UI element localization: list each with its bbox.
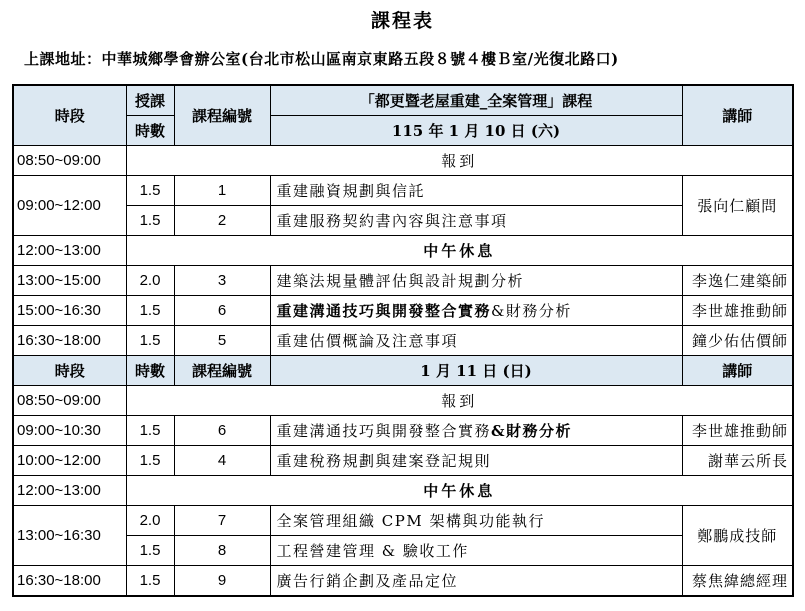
hours-cell: 1.5 xyxy=(126,536,174,566)
table-row xyxy=(13,266,793,296)
time-cell: 13:00~16:30 xyxy=(13,506,126,566)
header-row-day1 xyxy=(13,85,793,116)
header-hours-bottom: 時數 xyxy=(126,116,174,146)
table-row xyxy=(13,416,793,446)
checkin-cell: 報到 xyxy=(126,146,793,176)
code-cell: 3 xyxy=(174,266,270,296)
hours-cell: 1.5 xyxy=(126,326,174,356)
hours-cell: 1.5 xyxy=(126,176,174,206)
table-row xyxy=(13,476,793,506)
code-cell: 4 xyxy=(174,446,270,476)
header-row-day1-b xyxy=(13,116,793,146)
hours-cell: 1.5 xyxy=(126,296,174,326)
schedule-table xyxy=(12,84,794,597)
time-cell: 16:30~18:00 xyxy=(13,566,126,597)
course-cell: 重建稅務規劃與建案登記規則 xyxy=(270,446,682,476)
time-cell: 16:30~18:00 xyxy=(13,326,126,356)
code-cell: 8 xyxy=(174,536,270,566)
teacher-cell: 謝華云所長 xyxy=(682,446,793,476)
table-row xyxy=(13,386,793,416)
header-date-day1: 115 年 1 月 10 日 (六) xyxy=(270,116,682,146)
time-cell: 12:00~13:00 xyxy=(13,476,126,506)
header-program: 「都更暨老屋重建_全案管理」課程 xyxy=(270,85,682,116)
header-teacher: 講師 xyxy=(682,85,793,146)
course-cell: 重建融資規劃與信託 xyxy=(270,176,682,206)
table-row xyxy=(13,326,793,356)
hours-cell: 1.5 xyxy=(126,566,174,597)
time-cell: 08:50~09:00 xyxy=(13,146,126,176)
header-row-day2 xyxy=(13,356,793,386)
hours-cell: 1.5 xyxy=(126,416,174,446)
page-title: 課程表 xyxy=(370,10,434,32)
code-cell: 6 xyxy=(174,416,270,446)
checkin-cell: 報到 xyxy=(126,386,793,416)
teacher-cell: 蔡焦緯總經理 xyxy=(682,566,793,597)
course-cell xyxy=(270,296,682,326)
header-time: 時段 xyxy=(13,85,126,146)
table-row xyxy=(13,176,793,206)
header-code: 課程編號 xyxy=(174,356,270,386)
teacher-cell: 張向仁顧問 xyxy=(682,176,793,236)
header-date-day2: 1 月 11 日 (日) xyxy=(270,356,682,386)
course-cell: 廣告行銷企劃及產品定位 xyxy=(270,566,682,597)
teacher-cell: 李世雄推動師 xyxy=(682,296,793,326)
header-code: 課程編號 xyxy=(174,85,270,146)
code-cell: 1 xyxy=(174,176,270,206)
course-bold-part: &財務分析 xyxy=(491,422,573,440)
hours-cell: 2.0 xyxy=(126,266,174,296)
teacher-cell: 鄭鵬成技師 xyxy=(682,506,793,566)
hours-cell: 2.0 xyxy=(126,506,174,536)
time-cell: 10:00~12:00 xyxy=(13,446,126,476)
teacher-cell: 鐘少佑估價師 xyxy=(682,326,793,356)
lunch-cell: 中午休息 xyxy=(126,236,793,266)
header-teacher: 講師 xyxy=(682,356,793,386)
table-row xyxy=(13,446,793,476)
time-cell: 15:00~16:30 xyxy=(13,296,126,326)
course-cell: 全案管理組織 CPM 架構與功能執行 xyxy=(270,506,682,536)
table-row xyxy=(13,236,793,266)
code-cell: 7 xyxy=(174,506,270,536)
time-cell: 09:00~10:30 xyxy=(13,416,126,446)
header-hours: 時數 xyxy=(126,356,174,386)
hours-cell: 1.5 xyxy=(126,206,174,236)
table-row xyxy=(13,566,793,597)
time-cell: 08:50~09:00 xyxy=(13,386,126,416)
address-line: 上課地址：中華城鄉學會辦公室(台北市松山區南京東路五段８號４樓Ｂ室/光復北路口) xyxy=(24,50,619,68)
time-cell: 09:00~12:00 xyxy=(13,176,126,236)
time-cell: 12:00~13:00 xyxy=(13,236,126,266)
code-cell: 6 xyxy=(174,296,270,326)
table-row xyxy=(13,506,793,536)
course-cell: 重建估價概論及注意事項 xyxy=(270,326,682,356)
course-rest-part: &財務分析 xyxy=(491,302,572,320)
table-row xyxy=(13,296,793,326)
table-row xyxy=(13,206,793,236)
course-bold-part: 重建溝通技巧與開發整合實務 xyxy=(276,302,492,320)
course-rest-part: 重建溝通技巧與開發整合實務 xyxy=(276,422,492,440)
teacher-cell: 李逸仁建築師 xyxy=(682,266,793,296)
code-cell: 5 xyxy=(174,326,270,356)
table-row xyxy=(13,536,793,566)
header-time: 時段 xyxy=(13,356,126,386)
header-hours-top: 授課 xyxy=(126,85,174,116)
teacher-cell: 李世雄推動師 xyxy=(682,416,793,446)
lunch-cell: 中午休息 xyxy=(126,476,793,506)
time-cell: 13:00~15:00 xyxy=(13,266,126,296)
code-cell: 9 xyxy=(174,566,270,597)
course-cell: 工程營建管理 & 驗收工作 xyxy=(270,536,682,566)
code-cell: 2 xyxy=(174,206,270,236)
table-row xyxy=(13,146,793,176)
course-cell xyxy=(270,416,682,446)
course-cell: 重建服務契約書內容與注意事項 xyxy=(270,206,682,236)
course-cell: 建築法規量體評估與設計規劃分析 xyxy=(270,266,682,296)
hours-cell: 1.5 xyxy=(126,446,174,476)
